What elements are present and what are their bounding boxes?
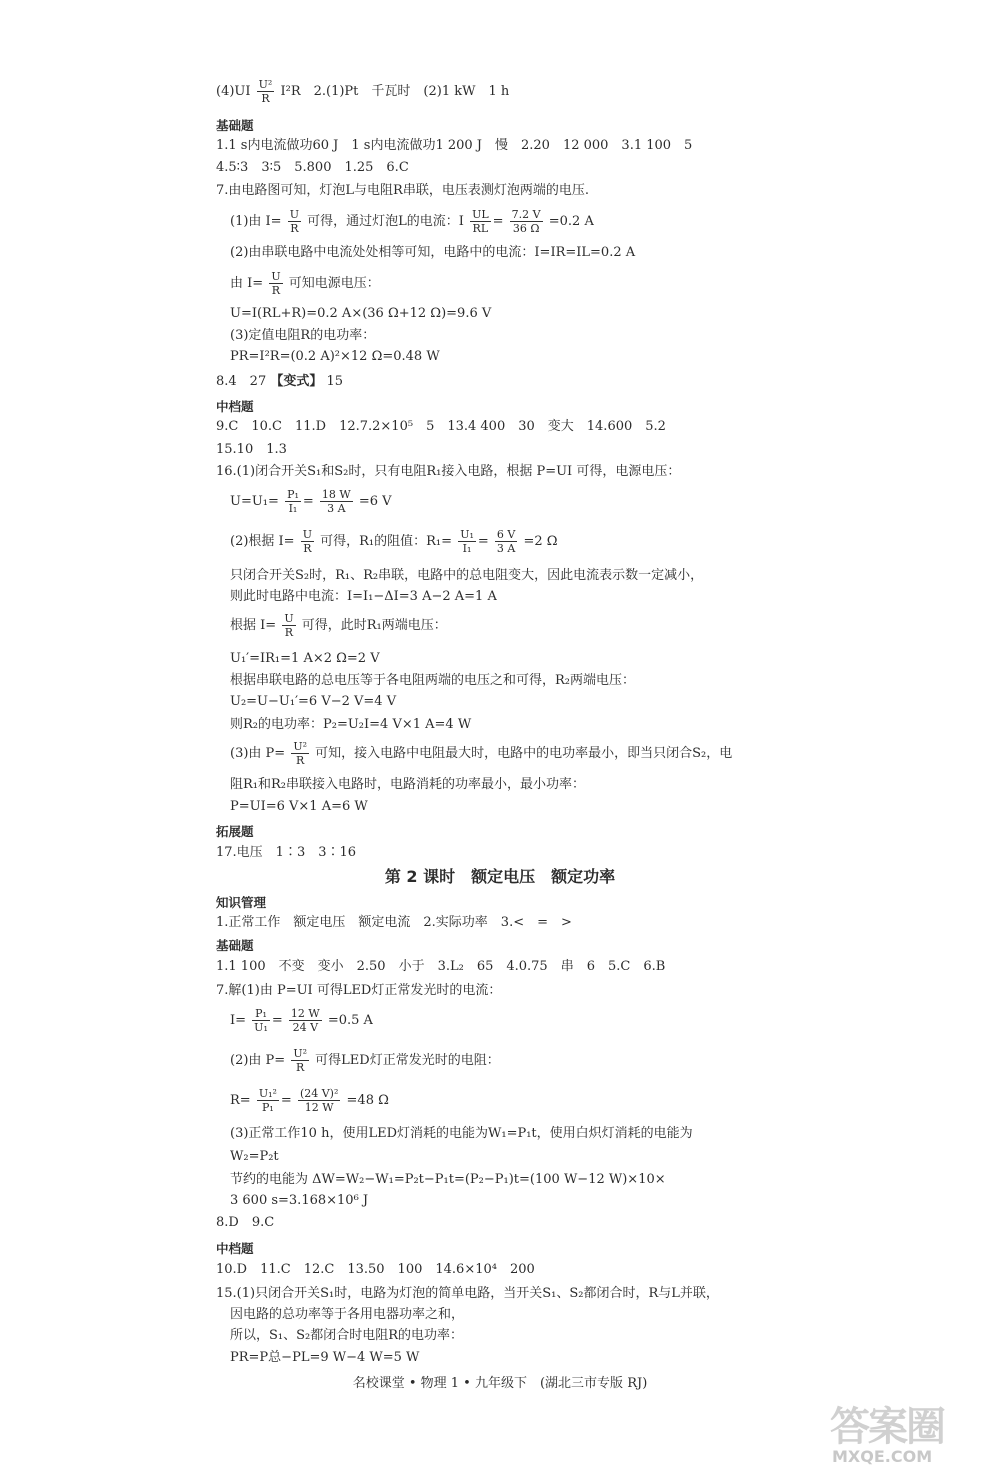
equation-line: PR=P总−PL=9 W−4 W=5 W	[230, 1350, 420, 1365]
denominator: R	[301, 541, 314, 555]
answer-line: 1.1 s内电流做功60 J 1 s内电流做功1 200 J 慢 2.20 12 000 3.1 100 5	[216, 138, 693, 153]
equation-line: U₂=U−U₁′=6 V−2 V=4 V	[230, 694, 397, 709]
answer-line: 9.C 10.C 11.D 12.7.2×10⁵ 5 13.4 400 30 变大 14.600 5.2	[216, 419, 666, 434]
numerator: 12 W	[290, 1007, 320, 1020]
denominator: 36 Ω	[510, 221, 543, 235]
section-label: 基础题	[216, 118, 254, 133]
fraction	[285, 488, 301, 515]
answer-line: 1.1 100 不变 变小 2.50 小于 3.L₂ 65 4.0.75 串 6 5.C 6.B	[216, 959, 666, 974]
denominator: R	[257, 91, 275, 105]
text: U=U₁=	[230, 494, 279, 509]
numerator: P₁	[255, 1007, 267, 1020]
equation-line: 只闭合开关S₂时，R₁、R₂串联，电路中的总电阻变大，因此电流表示数一定减小，	[230, 568, 704, 583]
text: 8.4 27	[216, 374, 267, 389]
equation-line	[230, 612, 447, 639]
lesson-title: 第 2 课时 额定电压 额定功率	[384, 867, 616, 886]
fraction	[269, 270, 282, 297]
denominator: R	[282, 625, 295, 639]
text: 可得，此时R₁两端电压：	[301, 618, 447, 633]
watermark-logo	[830, 1404, 980, 1466]
numerator: 7.2 V	[511, 208, 541, 221]
fraction	[510, 208, 543, 235]
numerator: U²	[293, 1047, 308, 1060]
text: 可知，接入电路中电阻最大时，电路中的电功率最小，即当只闭合S₂，电	[315, 746, 733, 761]
equation-line: (3)定值电阻R的电功率：	[230, 328, 376, 343]
denominator: R	[288, 221, 301, 235]
equation-line: (3)正常工作10 h，使用LED灯消耗的电能为W₁=P₁t，使用白炽灯消耗的电能为	[230, 1126, 693, 1141]
equation-line: U=U₁= $\frac{\text{P₁}}{\text{I₁}}$ = $\frac{18 W}{3 A}$ =6 V	[230, 488, 392, 515]
denominator: P₁	[257, 1100, 279, 1114]
numerator: U	[271, 270, 281, 283]
text: =0.2 A	[548, 214, 594, 229]
fraction	[291, 1047, 309, 1074]
text: (2)根据 I=	[230, 534, 295, 549]
text: =0.5 A	[327, 1013, 373, 1028]
fraction	[495, 528, 517, 555]
equation-line: (2)根据 I= $\frac{U}{R}$ 可得，R₁的阻值：R₁= $\frac{\text{U₁}}{\text{I₁}}$ = $\frac{6 V}{3 A}$ =2 Ω	[230, 528, 558, 555]
fraction	[291, 740, 309, 767]
fraction	[257, 1087, 279, 1114]
equation-line: (1)由 I= $\frac{U}{R}$ 可得，通过灯泡L的电流：I $\frac{UL}{RL}$ = $\frac{7.2 V}{36 \Omega}$ =0.2 A	[230, 208, 594, 235]
watermark-url: MXQE.COM	[832, 1447, 933, 1466]
section-label: 中档题	[216, 399, 254, 414]
equation-line: R= $\frac{\text{U₁²}}{\text{P₁}}$ = $\frac{\text{(24 V)²}}{12 W}$ =48 Ω	[230, 1087, 389, 1114]
fraction	[252, 1007, 270, 1034]
numerator: (24 V)²	[299, 1087, 339, 1100]
section-label: 基础题	[216, 938, 254, 953]
text: 可得LED灯正常发光时的电阻：	[315, 1053, 500, 1068]
fraction	[320, 488, 353, 515]
fraction	[301, 528, 314, 555]
equation-line: W₂=P₂t	[230, 1149, 279, 1164]
equation-line	[230, 1047, 500, 1074]
text: =48 Ω	[346, 1093, 389, 1108]
fraction	[288, 208, 301, 235]
denominator: 24 V	[289, 1020, 322, 1034]
equation-line: 阻R₁和R₂串联接入电路时，电路消耗的功率最小，最小功率：	[230, 777, 585, 792]
fraction	[470, 208, 491, 235]
denominator: R	[291, 1060, 309, 1074]
numerator: U²	[293, 740, 308, 753]
text: 可得，通过灯泡L的电流：I	[307, 214, 464, 229]
denominator: R	[291, 753, 309, 767]
denominator: 3 A	[320, 501, 353, 515]
denominator: U₁	[254, 1021, 268, 1034]
equation-line	[230, 740, 732, 767]
answer-line: 1.正常工作 额定电压 额定电流 2.实际功率 3.< = >	[216, 915, 572, 930]
numerator: U²	[258, 78, 273, 91]
section-label: 知识管理	[216, 895, 267, 910]
page-footer: 名校课堂 • 物理 1 • 九年级下 (湖北三市专版 RJ)	[352, 1376, 648, 1391]
text: I²R 2.(1)Pt 千瓦时 (2)1 kW 1 h	[280, 84, 510, 99]
fraction	[282, 612, 295, 639]
text: 可得，R₁的阻值：R₁=	[320, 534, 453, 549]
equation-line: U₁′=IR₁=1 A×2 Ω=2 V	[230, 651, 380, 666]
text: 由 I=	[230, 276, 264, 291]
numerator: U	[289, 208, 299, 221]
equation-line: 则R₂的电功率：P₂=U₂I=4 V×1 A=4 W	[230, 717, 472, 732]
answer-line: 15.(1)只闭合开关S₁时，电路为灯泡的简单电路，当开关S₁、S₂都闭合时，R与L并联，	[216, 1286, 719, 1301]
equation-line: 节约的电能为 ΔW=W₂−W₁=P₂t−P₁t=(P₂−P₁)t=(100 W−12 W)×10×	[230, 1172, 666, 1187]
fraction	[298, 1087, 340, 1114]
equation-line	[230, 270, 380, 297]
line	[216, 78, 509, 105]
numerator: U	[302, 528, 312, 541]
answer-line: 10.D 11.C 12.C 13.50 100 14.6×10⁴ 200	[216, 1262, 535, 1277]
numerator: U₁	[460, 528, 474, 541]
numerator: 6 V	[496, 528, 516, 541]
numerator: U₁²	[258, 1087, 277, 1100]
answer-line: 16.(1)闭合开关S₁和S₂时，只有电阻R₁接入电路，根据 P=UI 可得，电源电压：	[216, 464, 681, 479]
equation-line: 则此时电路中电流：I=I₁−ΔI=3 A−2 A=1 A	[230, 589, 497, 604]
answer-line: 8.D 9.C	[216, 1215, 275, 1230]
numerator: 18 W	[321, 488, 351, 501]
equation-line: I= $\frac{\text{P₁}}{\text{U₁}}$ = $\frac{12 W}{24 V}$ =0.5 A	[230, 1007, 373, 1034]
fraction	[289, 1007, 322, 1034]
text: (1)由 I=	[230, 214, 282, 229]
answer-line: 4.5∶3 3∶5 5.800 1.25 6.C	[216, 160, 409, 175]
denominator: 3 A	[496, 542, 516, 555]
equation-line: 根据串联电路的总电压等于各电阻两端的电压之和可得，R₂两端电压：	[230, 673, 635, 688]
text: 根据 I=	[230, 618, 277, 633]
text: R=	[230, 1093, 251, 1108]
answer-line: 17.电压 1∶3 3∶16	[216, 845, 357, 860]
section-label: 中档题	[216, 1241, 254, 1256]
equation-line: PR=I²R=(0.2 A)²×12 Ω=0.48 W	[230, 349, 440, 364]
text: (4)UI	[216, 84, 251, 99]
equation-line: 3 600 s=3.168×10⁶ J	[230, 1193, 369, 1208]
numerator: U	[284, 612, 294, 625]
answer-line: 15.10 1.3	[216, 442, 287, 457]
text: 可知电源电压：	[288, 276, 380, 291]
equation-line: 所以，S₁、S₂都闭合时电阻R的电功率：	[230, 1328, 464, 1343]
equation-line: (2)由串联电路中电流处处相等可知，电路中的电流：I=IR=IL=0.2 A	[230, 245, 636, 260]
text: (2)由 P=	[230, 1053, 286, 1068]
section-label: 拓展题	[216, 824, 254, 839]
numerator: UL	[472, 208, 489, 221]
denominator: RL	[470, 221, 491, 235]
answer-line: 7.解(1)由 P=UI 可得LED灯正常发光时的电流：	[216, 983, 502, 998]
fraction	[458, 528, 476, 555]
text: I=	[230, 1013, 247, 1028]
text: 15	[326, 374, 344, 389]
denominator: I₁	[285, 501, 301, 515]
fraction	[257, 78, 275, 105]
equation-line: P=UI=6 V×1 A=6 W	[230, 799, 368, 814]
denominator: I₁	[458, 541, 476, 555]
equation-line: 因电路的总功率等于各用电器功率之和，	[230, 1307, 465, 1322]
text: (3)由 P=	[230, 746, 286, 761]
denominator: 12 W	[298, 1100, 340, 1114]
answer-line	[216, 373, 343, 391]
numerator: P₁	[287, 488, 299, 501]
text: =6 V	[358, 494, 392, 509]
equation-line: U=I(RL+R)=0.2 A×(36 Ω+12 Ω)=9.6 V	[230, 306, 492, 321]
text: =2 Ω	[523, 534, 558, 549]
watermark-text: 答案圈	[830, 1404, 944, 1450]
denominator: R	[269, 283, 282, 297]
variant-label: 【变式】	[270, 374, 323, 389]
answer-line: 7.由电路图可知，灯泡L与电阻R串联，电压表测灯泡两端的电压.	[216, 183, 589, 198]
